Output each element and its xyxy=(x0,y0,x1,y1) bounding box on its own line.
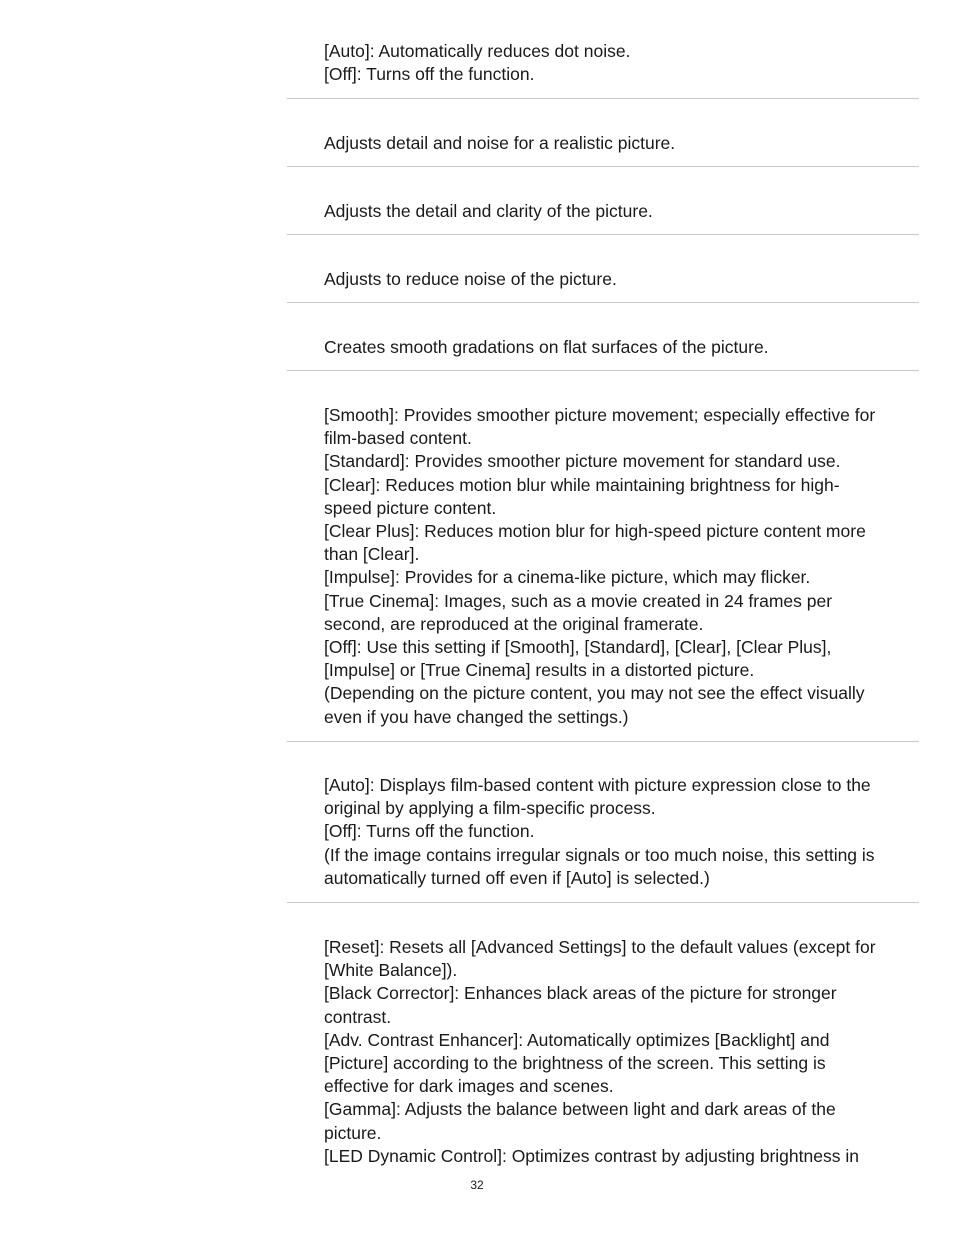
text-line: [Impulse]: Provides for a cinema-like picture, which may flicker. xyxy=(324,567,811,588)
text-line: [Black Corrector]: Enhances black areas of the picture for stronger contrast. xyxy=(324,983,837,1027)
text-line: (Depending on the picture content, you may not see the effect visually even if you have changed the settings.) xyxy=(324,683,865,727)
section-cinemadrive xyxy=(324,774,914,890)
text-line: [Gamma]: Adjusts the balance between light and dark areas of the picture. xyxy=(324,1099,836,1143)
section-dot-noise xyxy=(324,40,914,86)
text-line: (If the image contains irregular signals or too much noise, this setting is automatically turned off even if [Auto] is selected.) xyxy=(324,844,875,888)
section-motion xyxy=(324,404,914,729)
text-line: [Clear]: Reduces motion blur while maintaining brightness for high- speed picture content. xyxy=(324,474,840,518)
section-detail-noise xyxy=(324,132,914,155)
text-line: Adjusts detail and noise for a realistic picture. xyxy=(324,133,676,153)
text-line: [Auto]: Displays film-based content with picture expression close to the original by applying a film-specific process. xyxy=(324,775,871,819)
text-line: [Off]: Use this setting if [Smooth], [Standard], [Clear], [Clear Plus], [Impulse] or [True Cinema] results in a distorted picture. xyxy=(324,637,832,681)
divider xyxy=(287,234,919,235)
section-advanced-settings xyxy=(324,936,914,1168)
divider xyxy=(287,98,919,99)
text-line: [Auto]: Automatically reduces dot noise. xyxy=(324,41,631,61)
text-line: Adjusts to reduce noise of the picture. xyxy=(324,269,617,289)
text-line: [Smooth]: Provides smoother picture movement; especially effective for film-based content. xyxy=(324,405,876,449)
text-line: [True Cinema]: Images, such as a movie created in 24 frames per second, are reproduced at the original framerate. xyxy=(324,590,833,634)
text-line: [Off]: Turns off the function. xyxy=(324,821,535,842)
text-line: [LED Dynamic Control]: Optimizes contrast by adjusting brightness in xyxy=(324,1145,859,1166)
text-line: [Standard]: Provides smoother picture movement for standard use. xyxy=(324,451,841,472)
text-line: [Clear Plus]: Reduces motion blur for high-speed picture content more than [Clear]. xyxy=(324,521,866,565)
page-number: 32 xyxy=(470,1178,484,1192)
section-smooth-gradation xyxy=(324,336,914,359)
text-line: [Off]: Turns off the function. xyxy=(324,64,535,85)
text-line: [Reset]: Resets all [Advanced Settings] to the default values (except for [White Balance]). xyxy=(324,937,876,981)
divider xyxy=(287,166,919,167)
section-reduce-noise xyxy=(324,268,914,291)
section-detail-clarity xyxy=(324,200,914,223)
text-line: Adjusts the detail and clarity of the picture. xyxy=(324,201,653,221)
divider xyxy=(287,302,919,303)
text-line: Creates smooth gradations on flat surfaces of the picture. xyxy=(324,337,769,357)
divider xyxy=(287,902,919,903)
divider xyxy=(287,370,919,371)
text-line: [Adv. Contrast Enhancer]: Automatically optimizes [Backlight] and [Picture] according to the brightness of the screen. This setting is effective for dark images and scenes. xyxy=(324,1029,830,1097)
divider xyxy=(287,741,919,742)
